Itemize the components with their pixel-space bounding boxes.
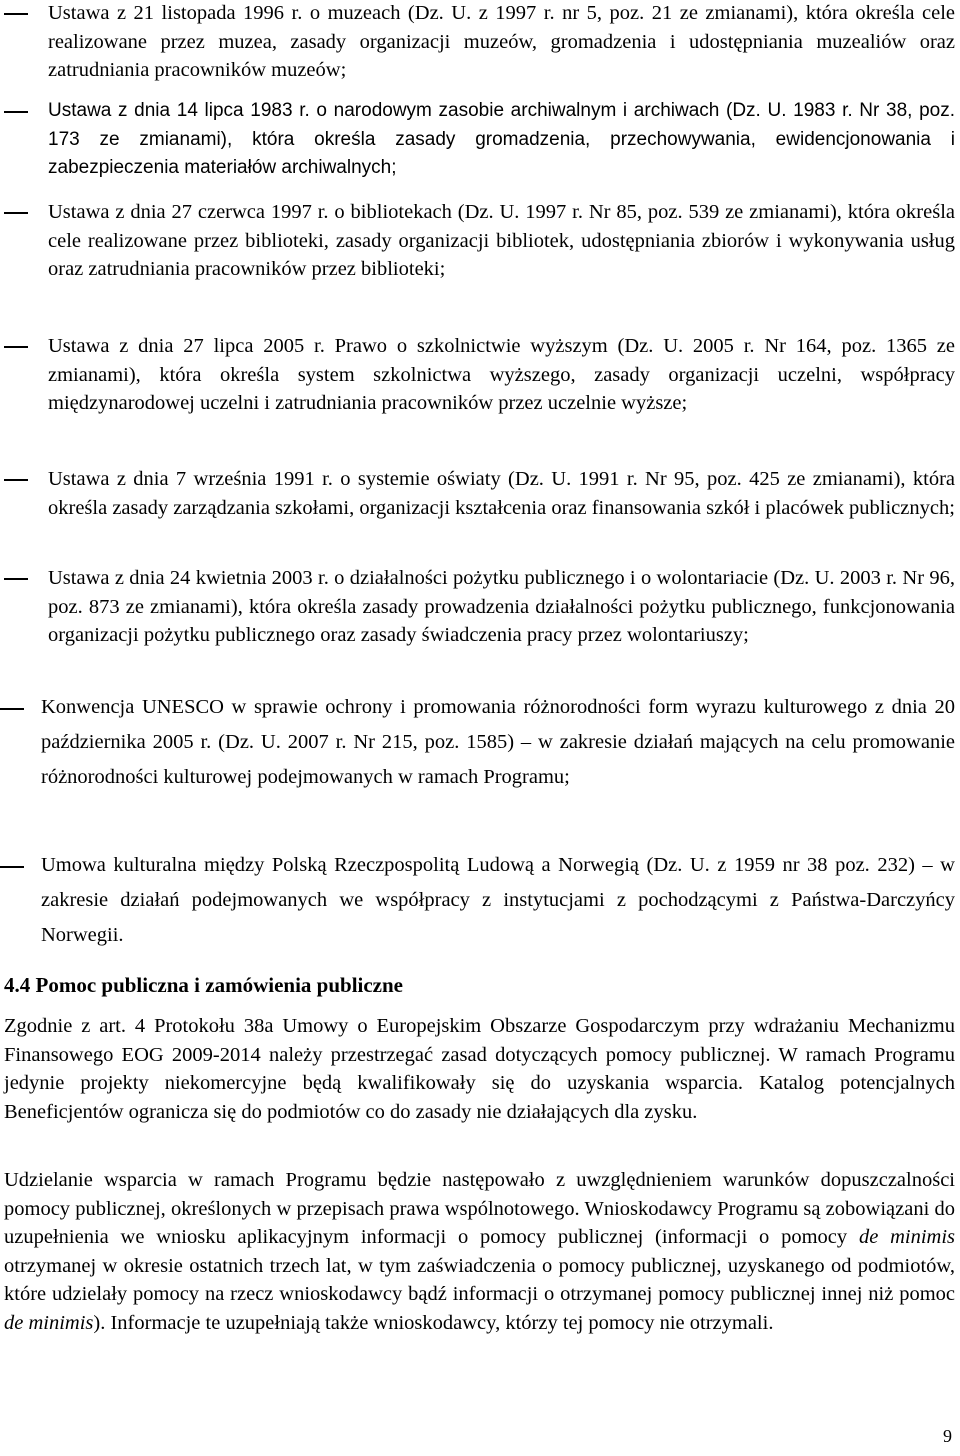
paragraph	[4, 1166, 955, 1338]
dash-bullet	[4, 13, 28, 15]
list-item: Ustawa z dnia 14 lipca 1983 r. o narodowym zasobie archiwalnym i archiwach (Dz. U. 1983 r. Nr 38, poz. 173 ze zmianami), która określa zasady gromadzenia, przechowywania, ewidencjonowania i zabezpieczenia materiałów archiwalnych;	[48, 100, 955, 179]
page-number: 9	[943, 1426, 952, 1446]
paragraph: Zgodnie z art. 4 Protokołu 38a Umowy o Europejskim Obszarze Gospodarczym przy wdrażaniu Mechanizmu Finansowego EOG 2009-2014 należy przestrzegać zasad dotyczących pomocy publicznej. W ramach Programu jedynie projekty niekomercyjne będą kwalifikowały się do uzyskania wsparcia. Katalog potencjalnych Beneficjentów ogranicza się do podmiotów co do zasady nie działających dla zysku.	[4, 1015, 955, 1123]
paragraph-text: ). Informacje te uzupełniają także wnioskodawcy, którzy tej pomocy nie otrzymali.	[93, 1311, 774, 1334]
dash-bullet	[4, 212, 28, 214]
list-item: Ustawa z dnia 27 lipca 2005 r. Prawo o szkolnictwie wyższym (Dz. U. 2005 r. Nr 164, poz. 1365 ze zmianami), która określa system szkolnictwa wyższego, zasady organizacji uczelni, współpracy międzynarodowej uczelni i zatrudniania pracowników przez uczelnie wyższe;	[48, 335, 955, 415]
dash-bullet	[4, 479, 28, 481]
section-heading: 4.4 Pomoc publiczna i zamówienia publiczne	[4, 973, 403, 997]
dash-bullet	[0, 708, 24, 710]
dash-bullet	[4, 346, 28, 348]
dash-bullet	[0, 866, 24, 868]
list-item: Ustawa z dnia 27 czerwca 1997 r. o bibliotekach (Dz. U. 1997 r. Nr 85, poz. 539 ze zmianami), która określa cele realizowane przez biblioteki, zasady organizacji bibliotek, udostępniania zbiorów i wykonywania usług oraz zatrudniania pracowników przez biblioteki;	[48, 201, 955, 281]
paragraph-text: otrzymanej w okresie ostatnich trzech lat, w tym zaświadczenia o pomocy publicznej, uzyskanego od podmiotów, które udzielały pomocy na rzecz wnioskodawcy bądź informacji o otrzymanej pomocy publicznej innej niż pomoc	[4, 1254, 955, 1306]
list-item: Konwencja UNESCO w sprawie ochrony i promowania różnorodności form wyrazu kulturowego z dnia 20 października 2005 r. (Dz. U. 2007 r. Nr 215, poz. 1585) – w zakresie działań mających na celu promowanie różnorodności kulturowej podejmowanych w ramach Programu;	[41, 696, 955, 788]
list-item: Umowa kulturalna między Polską Rzeczpospolitą Ludową a Norwegią (Dz. U. z 1959 nr 38 poz. 232) – w zakresie działań podejmowanych we współpracy z instytucjami z pochodzącymi z Państwa-Darczyńcy Norwegii.	[41, 854, 955, 946]
paragraph-text: Udzielanie wsparcia w ramach Programu będzie następowało z uwzględnieniem warunków dopuszczalności pomocy publicznej, określonych w przepisach prawa wspólnotowego. Wnioskodawcy Programu są zobowiązani do uzupełnienia we wniosku aplikacyjnym informacji o pomocy publicznej (informacji o pomocy	[4, 1169, 955, 1249]
dash-bullet	[4, 578, 28, 580]
list-item: Ustawa z 21 listopada 1996 r. o muzeach (Dz. U. z 1997 r. nr 5, poz. 21 ze zmianami), która określa cele realizowane przez muzea, zasady organizacji muzeów, gromadzenia i udostępniania muzealiów oraz zatrudniania pracowników muzeów;	[48, 2, 955, 82]
italic-term: de minimis	[858, 1226, 955, 1249]
italic-term: de minimis	[4, 1311, 94, 1334]
list-item: Ustawa z dnia 7 września 1991 r. o systemie oświaty (Dz. U. 1991 r. Nr 95, poz. 425 ze zmianami), która określa zasady zarządzania szkołami, organizacji kształcenia oraz finansowania szkół i placówek publicznych;	[48, 468, 955, 519]
list-item: Ustawa z dnia 24 kwietnia 2003 r. o działalności pożytku publicznego i o wolontariacie (Dz. U. 2003 r. Nr 96, poz. 873 ze zmianami), która określa zasady prowadzenia działalności pożytku publicznego, funkcjonowania organizacji pożytku publicznego oraz zasady świadczenia pracy przez wolontariuszy;	[48, 567, 955, 647]
dash-bullet	[4, 111, 28, 113]
